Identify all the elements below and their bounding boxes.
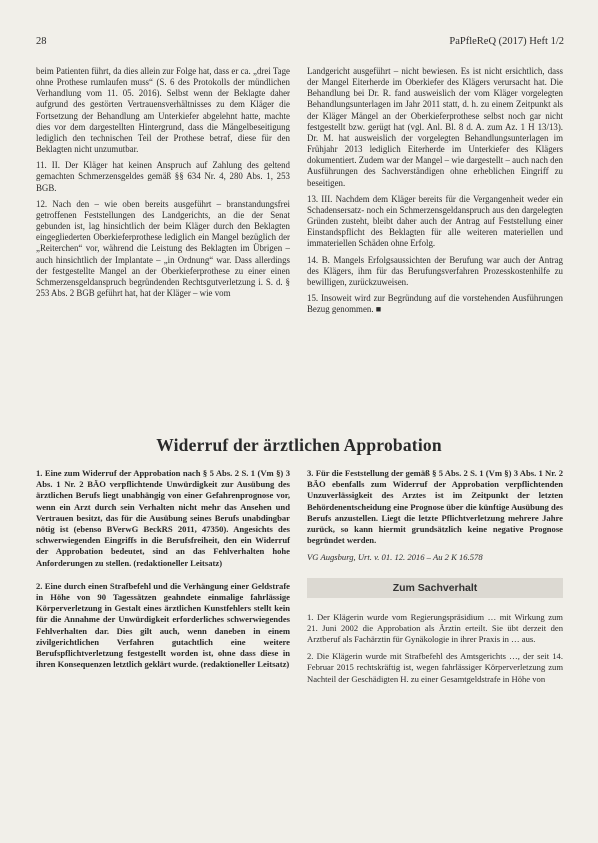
headnote: 1. Eine zum Widerruf der Approbation nach § 5 Abs. 2 S. 1 (Vm §) 3 Abs. 1 Nr. 2 BÄO verpflichtende Unwürdigkeit zur Ausübung des ärztlichen Berufs liegt unabhängig von einer Gefahrenprognose vor, wenn ein Arzt durch sein Verhalten nicht mehr das Ansehen und Vertrauen besitzt, das für die Ausübung seines Berufs unabdingbar nötig ist (ebenso BVerwG BeckRS 2011, 47350). Angesichts des schwerwiegenden Eingriffs in die Berufsfreiheit, den ein Widerruf der Approbation bedeutet, sind an das Fehlverhalten hohe Anforderungen zu stellen. (redaktioneller Leitsatz) [36, 468, 290, 568]
paragraph: 13. III. Nachdem dem Kläger bereits für die Vergangenheit weder ein Schadensersatz- noch ein Schmerzensgeldanspruch aus den dargelegten Gründen zusteht, bleibt daher auch der Antrag auf Feststellung einer Einstandspflicht des Beklagten für alle weiteren materiellen und immateriellen Schäden ohne Erfolg. [307, 193, 563, 249]
paragraph-text: 15. Insoweit wird zur Begründung auf die vorstehenden Ausführungen Bezug genommen. [307, 292, 563, 315]
paragraph: beim Patienten führt, da dies allein zur Folge hat, dass er ca. „drei Tage ohne Prothese rumlaufen muss“ (S. 6 des Protokolls der mündlichen Verhandlung vom 11. 05. 2016). Selbst wenn der Beklagte daher aufgrund des gestörten Vertrauensverhältnisses zu dem Kläger die Fortsetzung der Behandlung am Unterkiefer abgelehnt hatte, machte dies vor dem dargestellten Hintergrund, dass die Mängelbeseitigung lediglich den technischen Teil der Prothese betraf, diese für den Beklagten nicht unzumutbar. [36, 66, 290, 155]
sachverhalt-heading: Zum Sachverhalt [307, 578, 563, 598]
paragraph: Landgericht ausgeführt – nicht bewiesen. Es ist nicht ersichtlich, dass der Mangel Eiterherde im Oberkiefer des Klägers verursacht hat. Die Behandlung bei Dr. R. fand ausweislich der vom Kläger vorgelegten Behandlungsunterlagen im Jahr 2011 statt, d. h. zu einem Zeitpunkt als der Kläger Mängel an der Oberkieferprothese selbst noch gar nicht festgestellt bzw. gerügt hat (vgl. Anl. Bl. 8 d. A. zum Az. 1 H 13/13). Dr. M. hat ausweislich der vorgelegten Behandlungsunterlagen im Frühjahr 2013 lediglich Eiterherde im Unterkiefer des Klägers dokumentiert. Zudem war der Mangel – wie dargestellt – auch nach den Ausführungen des Sachverständigen ohne erheblichen Eingriff zu beseitigen. [307, 66, 563, 188]
paragraph [307, 293, 563, 315]
paragraph: 2. Die Klägerin wurde mit Strafbefehl des Amtsgerichts …, der seit 14. Februar 2015 rechtskräftig ist, wegen fahrlässiger Körperverletzung zum Nachteil der Geschädigten H. zu einer Gesamtgeldstrafe in Höhe von [307, 651, 563, 684]
paragraph: 1. Der Klägerin wurde vom Regierungspräsidium … mit Wirkung zum 21. Juni 2002 die Approbation als Ärztin erteilt. Sie übt derzeit den Arztberuf als Fachärztin für Gynäkologie in ihrer Praxis in … aus. [307, 611, 563, 645]
paragraph: 11. II. Der Kläger hat keinen Anspruch auf Zahlung des geltend gemachten Schmerzensgeldes gemäß §§ 634 Nr. 4, 280 Abs. 1, 253 BGB. [36, 160, 290, 193]
citation: VG Augsburg, Urt. v. 01. 12. 2016 – Au 2 K 16.578 [307, 552, 483, 563]
section-title: Widerruf der ärztlichen Approbation [156, 435, 442, 455]
top-right-column [307, 66, 563, 320]
headnote: 2. Eine durch einen Strafbefehl und die Verhängung einer Geldstrafe in Höhe von 90 Tagessätzen geahndete einmalige fahrlässige Körperverletzung in Gestalt eines ärztlichen Kunstfehlers stellt kein für die Annahme der Unwürdigkeit erforderliches schwerwiegendes Fehlverhalten dar. Dies gilt auch, wenn daneben in einem zivilgerichtlichen Verfahren gutachtlich eine weitere Berufspflichtverletzung festgestellt worden ist, ohne dass diese in ihren Konsequenzen letztlich geklärt wurde. (redaktioneller Leitsatz) [36, 580, 290, 670]
headnotes-left [36, 468, 290, 677]
journal-header: PaPfleReQ (2017) Heft 1/2 [449, 36, 564, 47]
end-mark: ■ [375, 304, 382, 315]
headnote: 3. Für die Feststellung der gemäß § 5 Abs. 2 S. 1 (Vm §) 3 Abs. 1 Nr. 2 BÄO ebenfalls zum Widerruf der Approbation verpflichtenden Unzuverlässigkeit des Arztes ist im Zeitpunkt der letzten Behördenentscheidung eine Prognose über die künftige Ausübung des Berufs anzustellen. Liegt die letzte Pflichtverletzung mehrere Jahre zurück, so kann hiermit grundsätzlich keine negative Prognose begründet werden. [307, 468, 563, 546]
paragraph: 12. Nach den – wie oben bereits ausgeführt – branstandungsfrei getroffenen Feststellungen des Landgerichts, an die der Senat gebunden ist, lag hinsichtlich der beim Kläger durch den Beklagten eingegliederten Oberkieferprothese lediglich ein Mangel bezüglich der „Reiterchen“ vor, während die Leistung des Beklagten im Übrigen – auch hinsichtlich der Implantate – „in Ordnung“ war. Dass allerdings der festgestellte Mangel an der Oberkieferprothese zu einer einen Schmerzensgeldanspruch begründenden Rechtsgutverletzung i. S. d. § 253 Abs. 2 BGB geführt hat, hat der Kläger – wie vom [36, 198, 290, 298]
top-left-column [36, 66, 290, 304]
right-lower-column [307, 468, 563, 691]
paragraph: 14. B. Mangels Erfolgsaussichten der Berufung war auch der Antrag des Klägers, ihm für das Berufungsverfahren Prozesskostenhilfe zu bewilligen, zurückzuweisen. [307, 254, 563, 287]
page-number: 28 [36, 36, 47, 47]
